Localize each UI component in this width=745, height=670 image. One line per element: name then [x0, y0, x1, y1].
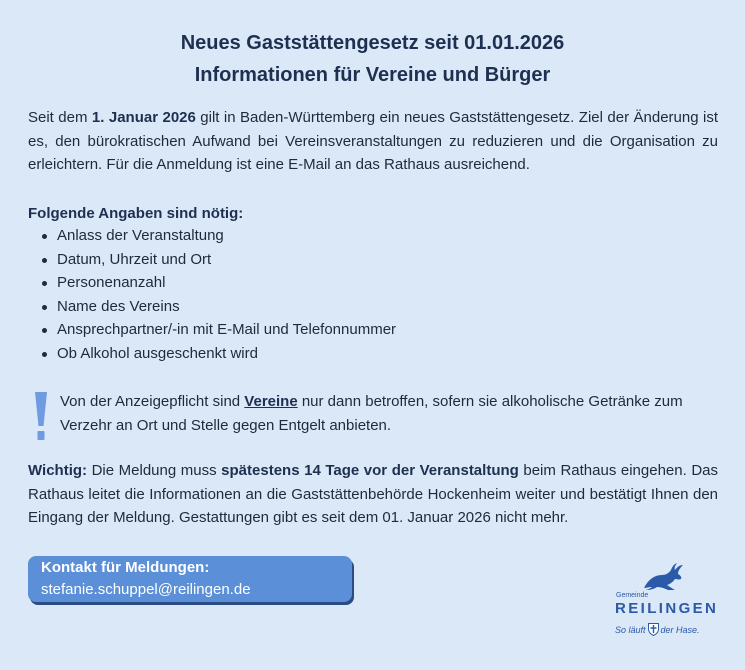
important-paragraph [28, 459, 718, 530]
page-subtitle: Informationen für Vereine und Bürger [194, 64, 551, 86]
list-item: Personenanzahl [28, 271, 396, 295]
contact-label: Kontakt für Meldungen: [41, 559, 210, 576]
list-item: Datum, Uhrzeit und Ort [28, 248, 396, 272]
notice-text [60, 390, 700, 437]
important-text-end: beim Rathaus eingehen. Das Rathaus leitet die Informationen an die Gaststättenbehörde Hockenheim weiter und bestätigt Ihnen den Eingang der Meldung. Gestattungen gibt es seit dem 01. Januar 2026 nicht mehr. [28, 462, 719, 526]
logo-slogan-start: So läuft [615, 625, 646, 635]
reilingen-logo [612, 562, 722, 642]
list-item: Ansprechpartner/-in mit E-Mail und Telefonnummer [28, 318, 396, 342]
intro-text-end: gilt in Baden-Württemberg ein neues Gaststättengesetz. Ziel der Änderung ist es, den bürokratischen Aufwand bei Vereinsveranstaltungen zu reduzieren und die Organisation zu erleichtern. Für die Anmeldung ist eine E-Mail an das Rathaus ausreichend. [28, 109, 718, 173]
intro-text-start: Seit dem [28, 109, 92, 126]
page-title: Neues Gaststättengesetz seit 01.01.2026 [180, 32, 565, 54]
list-item: Name des Vereins [28, 295, 396, 319]
intro-date: 1. Januar 2026 [91, 109, 196, 126]
important-text-start: Die Meldung muss [87, 462, 222, 479]
contact-box [28, 556, 352, 602]
hare-icon [640, 562, 692, 592]
logo-gemeinde: Gemeinde [616, 592, 649, 599]
notice-text-start: Von der Anzeigepflicht sind [60, 393, 245, 410]
requirements-list [28, 224, 396, 365]
important-deadline: spätestens 14 Tage vor der Veranstaltung [221, 462, 519, 479]
notice-underlined: Vereine [244, 393, 298, 410]
coat-of-arms-icon [648, 623, 659, 636]
logo-name: REILINGEN [615, 600, 719, 617]
requirements-heading: Folgende Angaben sind nötig: [28, 205, 244, 222]
logo-slogan [615, 623, 700, 636]
list-item: Ob Alkohol ausgeschenkt wird [28, 342, 396, 366]
important-label: Wichtig: [28, 462, 88, 479]
notice-text-end: nur dann betroffen, sofern sie alkoholische Getränke zum Verzehr an Ort und Stelle gegen Entgelt anbieten. [60, 393, 683, 434]
list-item: Anlass der Veranstaltung [28, 224, 396, 248]
contact-email-link[interactable]: stefanie.schuppel@reilingen.de [41, 581, 251, 598]
logo-slogan-end: der Hase. [660, 625, 700, 635]
intro-paragraph [28, 106, 718, 177]
exclamation-icon [33, 390, 49, 442]
